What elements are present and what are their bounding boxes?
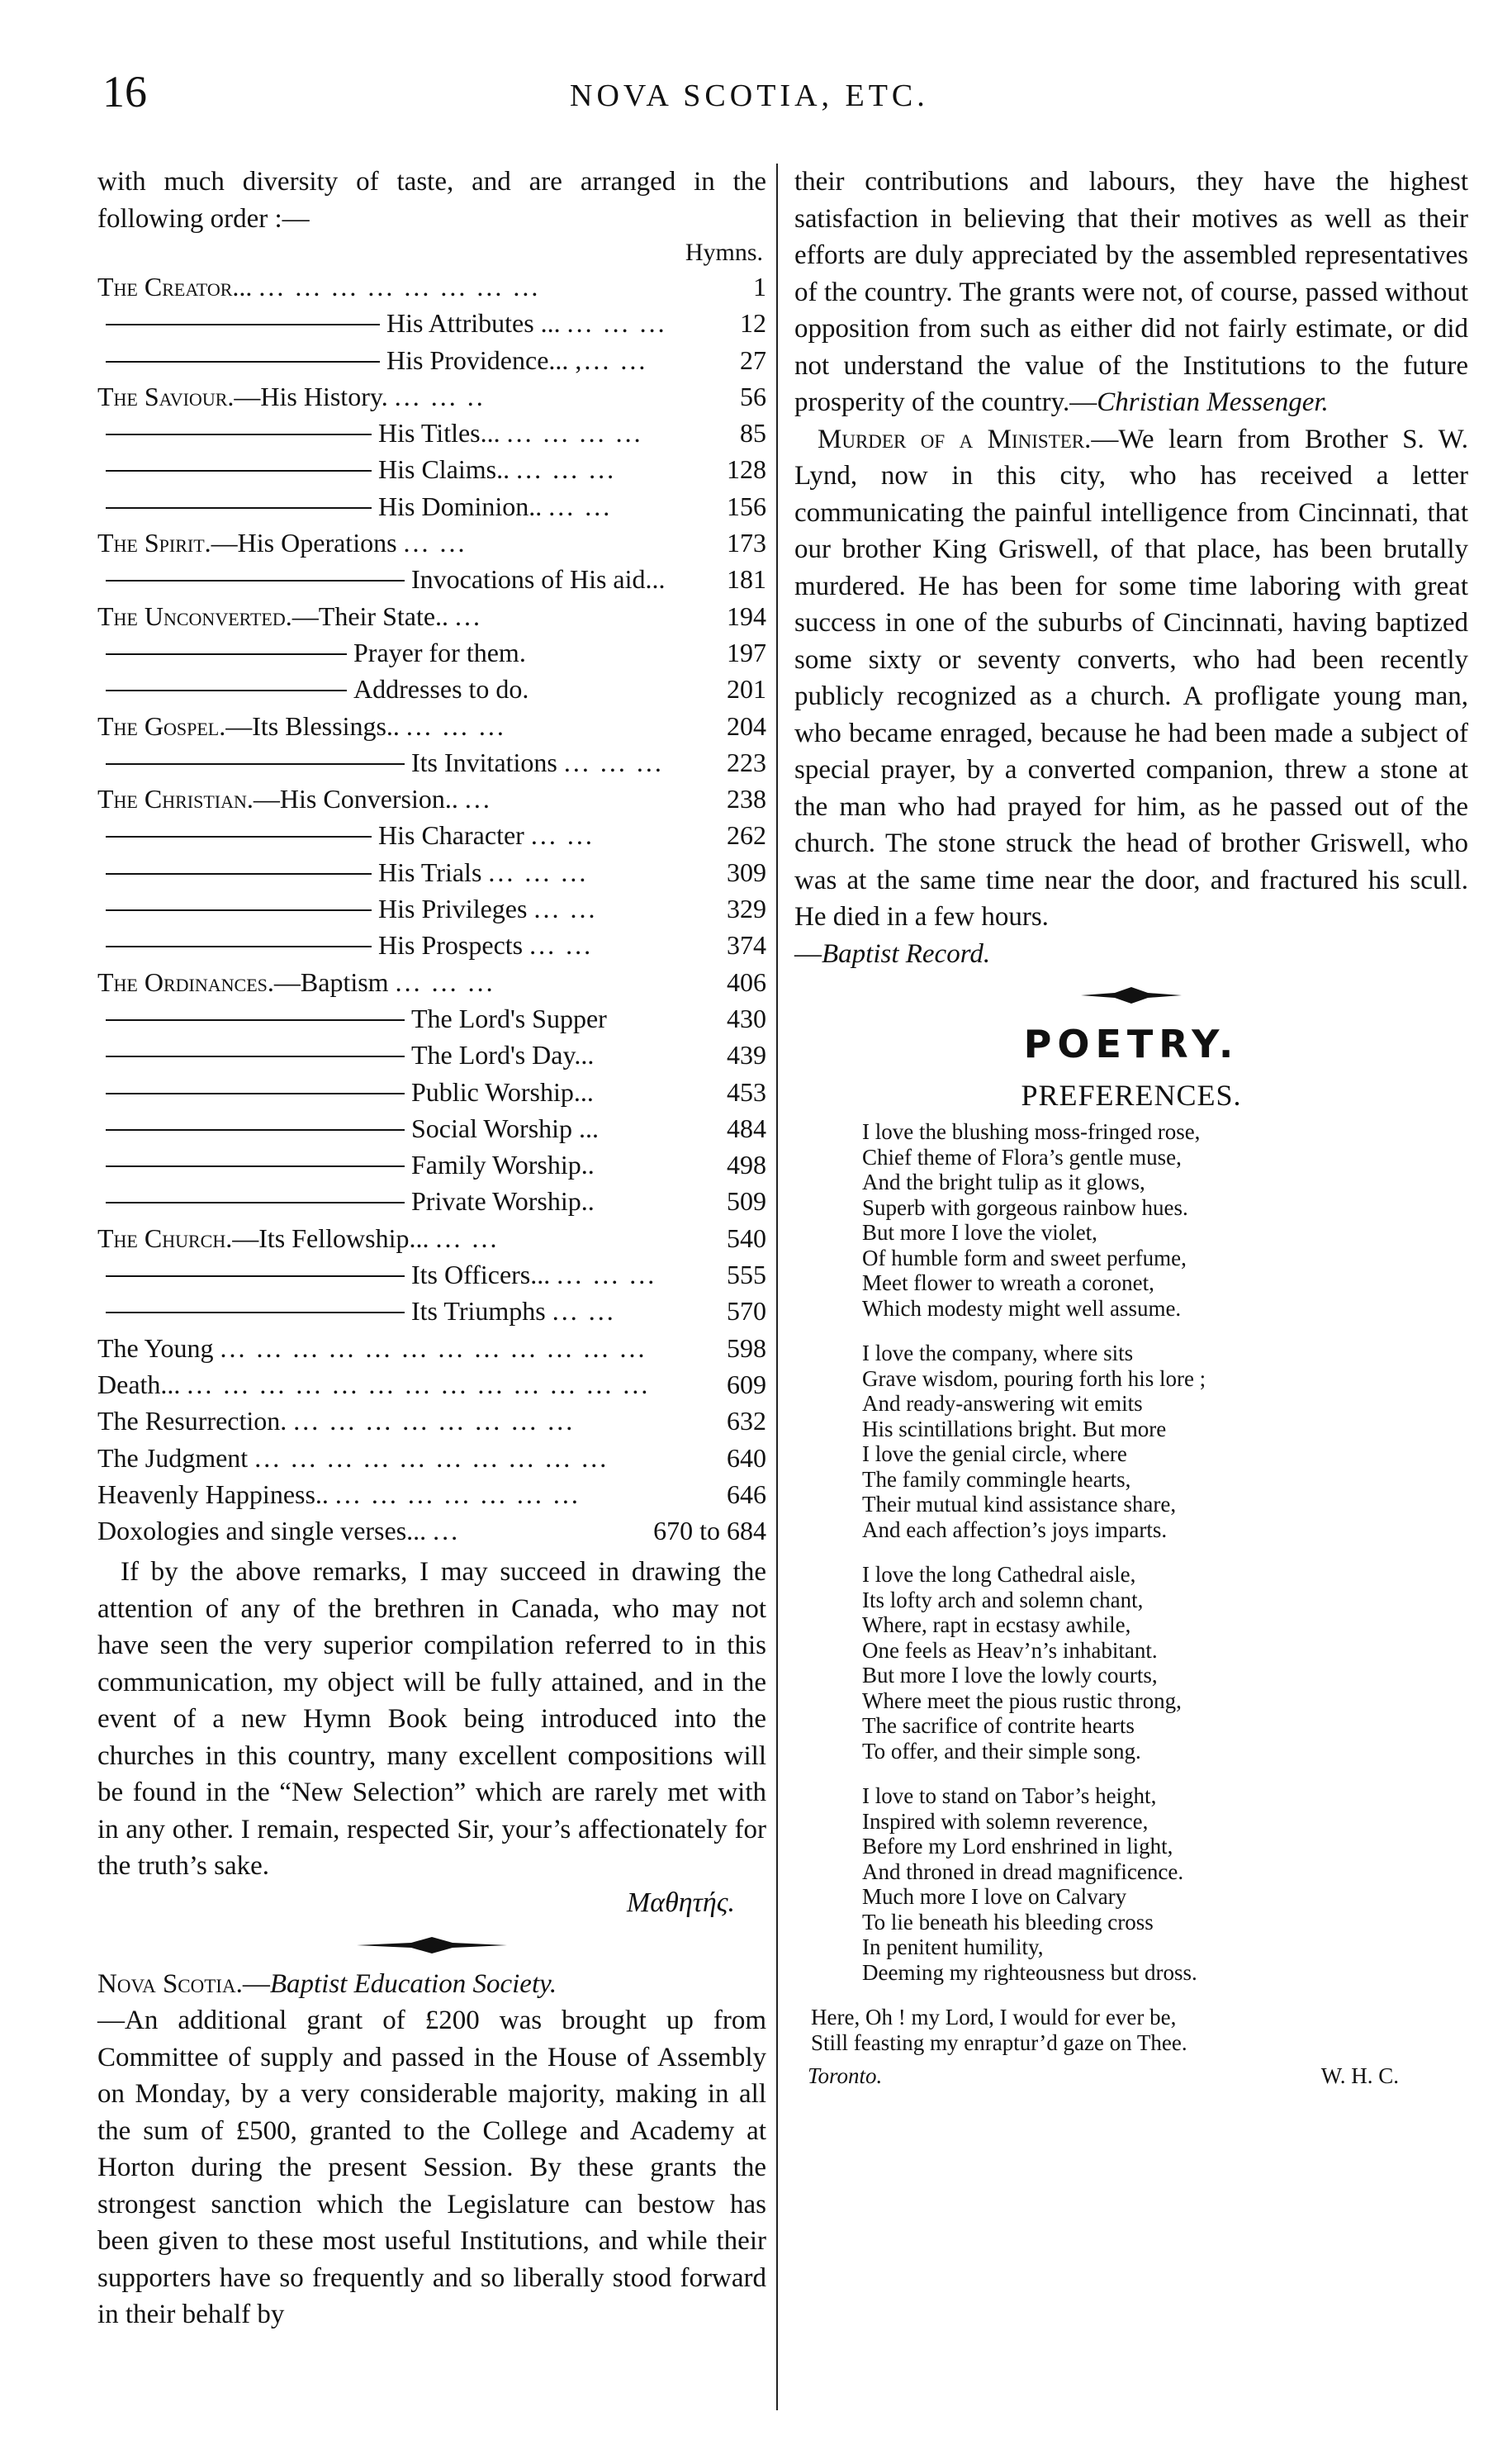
leader-dots: ... ... [435,1222,500,1253]
hymn-number: 238 [723,781,766,817]
contents-entry-title: Social Worship ... [411,1113,600,1143]
poem-line: But more I love the lowly courts, [862,1663,1158,1688]
poetry-heading: POETRY. [1023,1022,1239,1066]
poem-stanza [862,1783,1468,1985]
hymn-contents-row [97,1366,766,1403]
poem-line: The sacrifice of contrite hearts [862,1713,1135,1738]
contents-entry-title: Death... [97,1369,181,1399]
poem-line: Its lofty arch and solemn chant, [862,1587,1144,1612]
contents-entry-title: —His History. [234,381,388,411]
hymn-number: 609 [723,1366,766,1403]
ditto-rule [106,507,372,509]
contents-section-name: The Gospel. [97,710,226,741]
contents-entry-title: Prayer for them. [353,637,526,667]
hymn-contents-row [97,378,766,415]
contents-section-name: The Creator... [97,272,253,301]
hymn-contents-row [97,415,766,451]
hymn-number: 85 [737,415,766,451]
ditto-rule [106,1165,405,1167]
contents-section-name: The Spirit. [97,528,211,558]
article-source [794,936,1468,973]
contents-entry-title: The Young [97,1332,214,1363]
contents-entry-title: His Privileges [378,894,528,924]
hymn-contents-row [97,854,766,890]
poem-line: The family commingle hearts, [862,1466,1131,1492]
poem-line: I love the company, where sits [862,1341,1134,1365]
leader-dots: ... ... .. [394,381,486,411]
ditto-rule [106,690,347,691]
leader-dots: ... ... ... [557,1260,657,1290]
contents-entry-title: Public Worship... [411,1076,594,1107]
hymn-number: 201 [723,671,766,707]
hymn-contents-row [97,1440,766,1476]
contents-entry-title: —Their State.. [291,601,449,631]
closing-paragraph: If by the above remarks, I may succeed in drawing the attention of any of the brethren in Canada, who may not have seen the very superior compilation referred to in this communication, my object will be fully attained, and in the event of a new Hymn Book being introduced into the churches in this country, many excellent compositions will be found in the “New Selection” which are rarely met with in any other. I remain, respected Sir, your’s affectionately for the truth’s sake. [97,1557,766,1882]
hymn-number: 555 [723,1256,766,1293]
poem-line: Of humble form and sweet perfume, [862,1245,1187,1270]
hymn-contents-list [97,268,766,1549]
ditto-rule [106,1019,405,1021]
poem-line: Meet flower to wreath a coronet, [862,1270,1154,1295]
ditto-rule [106,909,372,911]
hymn-number: 632 [723,1403,766,1439]
hymn-contents-row [97,1074,766,1110]
contents-entry-title: The Judgment [97,1442,249,1473]
contents-entry-title: His Dominion.. [378,491,543,521]
contents-entry-title: The Lord's Supper [411,1003,607,1033]
contents-entry-title: His Prospects [378,930,524,961]
leader-dots: ... ... [530,820,595,851]
ditto-rule [106,1275,405,1277]
hymn-contents-row [97,781,766,817]
hymn-contents-row [97,671,766,707]
poem-line: Where meet the pious rustic throng, [862,1688,1182,1713]
leader-dots: ... ... ... ... ... ... ... ... [293,1406,576,1436]
poem-line: Superb with gorgeous rainbow hues. [862,1194,1188,1220]
contents-entry-title: His Claims.. [378,454,510,485]
contents-entry-title: The Resurrection. [97,1406,287,1436]
contents-section-name: The Christian. [97,784,254,814]
hymn-number: 1 [750,268,766,305]
leader-dots: ,... ... [575,344,648,375]
hymn-contents-row [97,451,766,487]
poem-line: I love the genial circle, where [862,1441,1127,1466]
poem-line: I love the long Cathedral aisle, [862,1562,1136,1587]
contents-section-name: The Unconverted. [97,601,292,631]
ornament-divider-icon [1078,985,1185,1005]
continued-text: their contributions and labours, they have the highest satisfaction in believing that their motives as well as their efforts are duly appreciated by the assembled representatives of the country. The grants were not, of course, passed without opposition from such as either did not fairly estimate, or did not understand the value of the Institutions to the future prosperity of the country. [794,167,1468,417]
leader-dots: ... ... [552,1296,616,1327]
hymn-contents-row [97,305,766,341]
hymn-number: 670 to 684 [650,1512,766,1549]
poem-line: Inspired with solemn reverence, [862,1808,1149,1834]
hymn-contents-row [97,708,766,744]
poem-line: Chief theme of Flora’s gentle muse, [862,1144,1182,1170]
contents-entry-title: His Attributes ... [386,308,561,339]
poem-line: But more I love the violet, [862,1220,1097,1245]
leader-dots: ... ... ... [405,710,506,741]
signoff-place: Toronto. [808,2063,883,2088]
nova-scotia-continued [794,164,1468,421]
hymns-column-label: Hymns. [685,239,763,266]
poem-stanza [862,1562,1468,1764]
hymn-number: 509 [723,1183,766,1219]
poem-signoff [794,2063,1468,2093]
poem-line: Much more I love on Calvary [862,1884,1127,1909]
poem-line: And ready-answering wit emits [862,1391,1143,1416]
hymn-number: 173 [723,525,766,561]
signoff-initials: W. H. C. [1320,2063,1399,2088]
hymn-number: 197 [723,634,766,671]
hymn-number: 309 [723,854,766,890]
hymn-contents-row [97,1110,766,1146]
article-heading: Murder of a Minister. [818,424,1092,454]
poem-line: I love to stand on Tabor’s height, [862,1783,1157,1808]
poem-line: To lie beneath his bleeding cross [862,1909,1154,1934]
ditto-rule [106,361,380,363]
hymn-contents-row [97,1220,766,1256]
hymn-contents-row [97,268,766,305]
poem-line: One feels as Heav’n’s inhabitant. [862,1637,1158,1663]
hymn-contents-row [97,1183,766,1219]
poem-line: His scintillations bright. But more [862,1416,1167,1441]
poem-line: Where, rapt in ecstasy awhile, [862,1612,1131,1637]
leader-dots: ... ... ... ... [506,418,643,449]
leader-dots: ... ... ... [516,454,617,485]
leader-dots: ... ... [548,491,613,521]
hymn-number: 540 [723,1220,766,1256]
leader-dots: ... ... ... [563,747,664,777]
hymn-contents-row [97,634,766,671]
murder-article [794,421,1468,936]
ditto-rule [106,836,372,838]
notice-subheading: Baptist Education Society. [269,1968,557,1999]
hymn-number: 223 [723,744,766,781]
hymn-number: 181 [723,561,766,597]
ditto-rule [106,434,372,435]
hymn-number: 156 [723,488,766,525]
hymn-number: 453 [723,1074,766,1110]
ditto-rule [106,873,372,875]
hymn-contents-row [97,598,766,634]
contents-entry-title: Its Triumphs [411,1296,546,1327]
poem-body [794,1119,1468,2055]
hymn-contents-row [97,1146,766,1183]
signature: Μαθητής. [626,1887,735,1918]
leader-dots: ... ... ... [566,308,667,339]
contents-section-name: The Church. [97,1222,233,1253]
hymn-number: 12 [737,305,766,341]
hymn-contents-row [97,744,766,781]
contents-entry-title: Heavenly Happiness.. [97,1479,329,1509]
ditto-rule [106,580,405,582]
leader-dots: ... [455,601,483,631]
hymn-number: 640 [723,1440,766,1476]
leader-dots: ... ... ... [395,966,495,997]
hymn-number: 27 [737,342,766,378]
right-column [794,164,1468,2093]
hymn-contents-row [97,1000,766,1037]
hymn-number: 128 [723,451,766,487]
hymn-contents-row [97,1330,766,1366]
contents-entry-title: Its Officers... [411,1260,551,1290]
hymn-number: 56 [737,378,766,415]
hymn-number: 570 [723,1293,766,1329]
contents-entry-title: Private Worship.. [411,1186,595,1217]
ornament-divider-icon [353,1934,510,1956]
article-source-dash: — [794,938,822,969]
ditto-rule [106,1312,405,1313]
poem-line: In penitent humility, [862,1934,1044,1959]
hymn-number: 329 [723,890,766,927]
ditto-rule [106,1202,405,1203]
hymn-number: 262 [723,817,766,853]
hymn-contents-row [97,342,766,378]
contents-entry-title: —Baptism [273,966,389,997]
contents-section-name: The Ordinances. [97,966,274,997]
contents-entry-title: —Its Blessings.. [225,710,400,741]
hymn-contents-row [97,1476,766,1512]
ditto-rule [106,653,347,655]
intro-paragraph: with much diversity of taste, and are arranged in the following order :— [97,167,766,234]
source-citation: Christian Messenger. [1097,387,1329,417]
column-divider [776,164,778,2410]
contents-entry-title: Addresses to do. [353,674,529,705]
hymn-number: 374 [723,927,766,963]
hymn-contents-row [97,890,766,927]
hymn-number: 204 [723,708,766,744]
leader-dots: ... [464,784,492,814]
hymn-number: 406 [723,964,766,1000]
hymn-number: 646 [723,1476,766,1512]
hymn-contents-row [97,1403,766,1439]
contents-entry-title: —His Operations [211,528,397,558]
ditto-rule [106,946,372,947]
contents-entry-title: Family Worship.. [411,1150,595,1180]
poem-stanza [862,1119,1468,1321]
hymn-number: 498 [723,1146,766,1183]
poem-line: Their mutual kind assistance share, [862,1492,1177,1517]
hymn-contents-row [97,1293,766,1329]
hymn-contents-row [97,1037,766,1073]
leader-dots: ... ... ... ... ... ... ... [334,1479,581,1509]
hymn-contents-row [97,964,766,1000]
ditto-rule [106,324,380,325]
poem-line: Which modesty might well assume. [862,1295,1182,1321]
poem-title: PREFERENCES. [1021,1079,1242,1112]
hymn-contents-row [97,525,766,561]
source-dash: — [1069,387,1097,417]
leader-dots: ... ... ... ... ... ... ... ... ... ... ... ... [220,1332,647,1363]
hymn-number: 484 [723,1110,766,1146]
notice-heading: Nova Scotia. [97,1968,243,1999]
running-title: NOVA SCOTIA, ETC. [570,78,929,113]
contents-entry-title: His Trials [378,857,482,887]
hymn-number: 194 [723,598,766,634]
contents-entry-title: —His Conversion.. [253,784,458,814]
contents-entry-title: Doxologies and single verses... [97,1516,427,1546]
hymn-contents-row [97,927,766,963]
hymn-contents-row [97,1256,766,1293]
page-number: 16 [102,67,147,116]
ditto-rule [106,470,372,472]
poem-line: To offer, and their simple song. [862,1738,1141,1764]
leader-dots: ... ... [533,894,598,924]
poem-line: Deeming my righteousness but dross. [862,1959,1197,1985]
poem-line: Before my Lord enshrined in light, [862,1834,1173,1858]
hymn-contents-row [97,817,766,853]
notice-heading-dash: — [242,1968,270,1999]
ditto-rule [106,1129,405,1131]
hymn-number: 598 [723,1330,766,1366]
ditto-rule [106,1093,405,1094]
ditto-rule [106,1056,405,1057]
leader-dots: ... ... ... ... ... ... ... ... [258,272,541,301]
contents-entry-title: Invocations of His aid... [411,564,666,595]
leader-dots: ... [433,1516,461,1546]
nova-scotia-notice [97,1966,766,2003]
ditto-rule [106,763,405,765]
poem-stanza [862,1341,1468,1542]
contents-entry-title: His Titles... [378,418,500,449]
contents-entry-title: His Character [378,820,524,851]
nova-scotia-body: —An additional grant of £200 was brought up from Committee of supply and passed in the House of Assembly on Monday, by a very considerable majority, making in all the sum of £500, granted to the College and Academy at Horton during the present Session. By these grants the strongest sanction which the Legislature can bestow has been given to these most useful Institutions, and while their supporters have so frequently and so liberally stood forward in their behalf by [97,2006,766,2330]
contents-entry-title: The Lord's Day... [411,1040,595,1070]
page-header [0,66,1512,124]
contents-entry-title: —Its Fellowship... [232,1222,429,1253]
poem-line: I love the blushing moss-fringed rose, [862,1119,1201,1144]
hymn-contents-row [97,561,766,597]
contents-entry-title: His Providence... [386,344,569,375]
leader-dots: ... ... [403,528,467,558]
contents-entry-title: Its Invitations [411,747,557,777]
poem-line: And each affection’s joys imparts. [862,1517,1168,1542]
hymn-contents-row [97,1512,766,1549]
hymn-number: 439 [723,1037,766,1073]
hymn-contents-row [97,488,766,525]
poem-line: And the bright tulip as it glows, [862,1170,1145,1194]
leader-dots: ... ... [529,930,594,961]
leader-dots: ... ... ... ... ... ... ... ... ... ... ... ... ... [187,1369,651,1399]
left-column [97,164,766,2333]
leader-dots: ... ... ... [488,857,589,887]
poem-line: And throned in dread magnificence. [862,1858,1184,1884]
poem-line: Here, Oh ! my Lord, I would for ever be, [811,2005,1177,2029]
leader-dots: ... ... ... ... ... ... ... ... ... ... [254,1442,609,1473]
article-source-citation: Baptist Record. [822,938,991,969]
poem-line: Grave wisdom, pouring forth his lore ; [862,1365,1206,1391]
article-body: —We learn from Brother S. W. Lynd, now in this city, who has received a letter communicating the painful intelligence from Cincinnati, that our brother King Griswell, of that place, has been brutally murdered. He has been for some time laboring with great success in one of the suburbs of Cincinnati, having baptized some sixty or seventy converts, who had been recently publicly recognized as a church. A profligate young man, who became enraged, because he had been made a subject of special prayer, by a converted companion, threw a stone at the man who had prayed for him, as he passed out of the church. The stone struck the head of brother Griswell, who was at the same time near the door, and fractured his scull. He died in a few hours. [794,424,1468,932]
poem-stanza [811,2005,1468,2055]
poem-line: Still feasting my enraptur’d gaze on Thee. [811,2029,1187,2055]
hymn-number: 430 [723,1000,766,1037]
contents-section-name: The Saviour. [97,381,235,411]
